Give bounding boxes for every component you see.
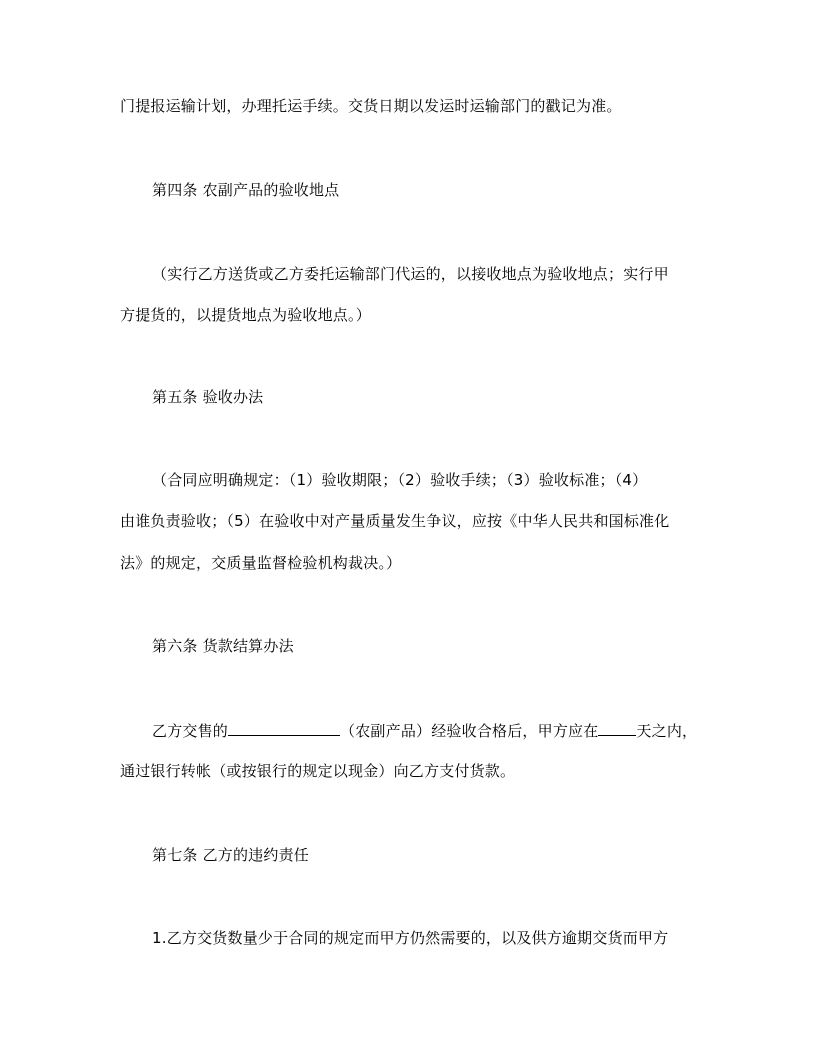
article-6-text-part-1: 乙方交售的 xyxy=(152,722,229,740)
article-5-heading: 第五条 验收办法 xyxy=(152,388,264,406)
days-blank-line xyxy=(598,720,636,736)
product-blank-line xyxy=(228,720,340,736)
article-4-text-line-1: （实行乙方送货或乙方委托运输部门代运的，以接收地点为验收地点；实行甲 xyxy=(152,265,669,283)
article-6-heading: 第六条 货款结算办法 xyxy=(152,637,294,655)
article-7-heading: 第七条 乙方的违约责任 xyxy=(152,846,309,864)
article-7-text-line-1: 1.乙方交货数量少于合同的规定而甲方仍然需要的，以及供方逾期交货而甲方 xyxy=(152,929,669,947)
body-text-line: 门提报运输计划，办理托运手续。交货日期以发运时运输部门的戳记为准。 xyxy=(120,97,622,115)
article-6-text-part-2: （农副产品）经验收合格后，甲方应在 xyxy=(340,722,599,740)
article-5-text-line-3: 法》的规定，交质量监督检验机构裁决。） xyxy=(120,554,402,572)
article-5-text-line-2: 由谁负责验收；（5）在验收中对产量质量发生争议，应按《中华人民共和国标准化 xyxy=(120,512,670,530)
article-6-text-line-2: 通过银行转帐（或按银行的规定以现金）向乙方支付货款。 xyxy=(120,762,516,780)
article-6-text-part-3: 天之内， xyxy=(636,722,698,740)
article-4-text-line-2: 方提货的，以提货地点为验收地点。） xyxy=(120,306,371,324)
article-4-heading: 第四条 农副产品的验收地点 xyxy=(152,181,340,199)
article-6-text-line-1 xyxy=(152,720,700,741)
article-5-text-line-1: （合同应明确规定：（1）验收期限；（2）验收手续；（3）验收标准；（4） xyxy=(152,471,648,489)
